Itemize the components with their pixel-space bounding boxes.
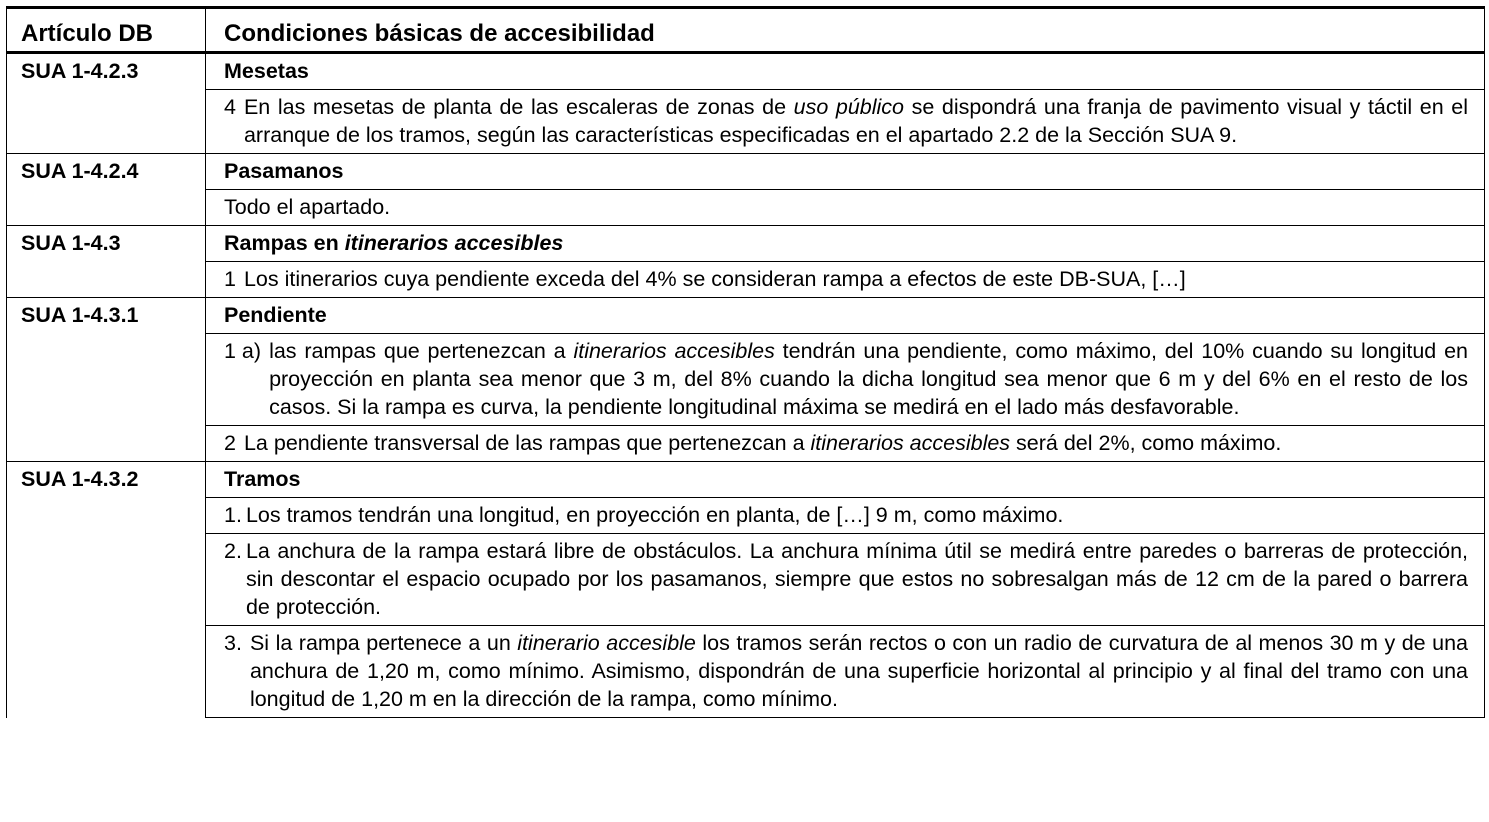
section-row <box>7 53 1485 90</box>
item-number: 1 a) <box>224 339 262 363</box>
list-item <box>224 93 1468 149</box>
section-title <box>206 154 1485 190</box>
section-title <box>206 298 1485 334</box>
item-text-part: Si la rampa pertenece a un <box>249 631 518 655</box>
article-code: SUA 1-4.2.4 <box>7 154 206 226</box>
item-number: 2. <box>224 539 242 563</box>
section-row <box>7 462 1485 498</box>
article-code: SUA 1-4.2.3 <box>7 53 206 154</box>
section-title <box>206 462 1485 498</box>
item-text-italic: itinerario accesible <box>517 631 696 655</box>
item-text-italic: itinerarios accesibles <box>573 339 775 363</box>
section-title-text: Pendiente <box>224 303 327 327</box>
table-row <box>7 626 1485 718</box>
item-text-italic: itinerarios accesibles <box>810 431 1011 455</box>
list-item <box>224 265 1468 293</box>
item-text <box>250 629 1468 713</box>
item-number: 1. <box>224 503 242 527</box>
item-text-part: se dispondrá una franja de pavimento visual y táctil en el arranque de los tramos, según las características especificadas en el apartado 2.2 de la Sección SUA 9. <box>243 95 1468 147</box>
item-text <box>244 93 1468 149</box>
list-item <box>224 337 1468 421</box>
item-text: Todo el apartado. <box>224 195 391 219</box>
section-row <box>7 298 1485 334</box>
section-row <box>7 154 1485 190</box>
table-row <box>7 426 1485 462</box>
item-text: Los itinerarios cuya pendiente exceda del 4% se consideran rampa a efectos de este DB-SUA, […] <box>243 267 1186 291</box>
item-text-part: En las mesetas de planta de las escaleras de zonas de <box>243 95 794 119</box>
section-title-text: Tramos <box>224 467 301 491</box>
section-title-italic: itinerarios accesibles <box>344 231 564 255</box>
item-text <box>269 337 1468 421</box>
table-row <box>7 534 1485 626</box>
table-row <box>7 190 1485 226</box>
list-item <box>224 537 1468 621</box>
article-code: SUA 1-4.3.1 <box>7 298 206 462</box>
item-text-part: será del 2%, como máximo. <box>1010 431 1282 455</box>
table-row <box>7 262 1485 298</box>
table-row <box>7 90 1485 154</box>
header-basic-conditions: Condiciones básicas de accesibilidad <box>206 8 1485 53</box>
section-title-text: Rampas en <box>224 231 345 255</box>
item-text <box>244 429 1468 457</box>
item-number: 3. <box>224 631 242 655</box>
accessibility-conditions-table <box>6 6 1485 718</box>
header-article-db: Artículo DB <box>7 8 206 53</box>
table-row <box>7 498 1485 534</box>
item-text-part: los tramos serán rectos o con un radio de curvatura de al menos 30 m y de una anchura de 1,20 m, como mínimo. Asimismo, dispondrán de una superficie horizontal al principio y al final del tramo con una longitud de 1,20 m en la dirección de la rampa, como mínimo. <box>249 631 1468 711</box>
table-row <box>7 334 1485 426</box>
item-number: 4 <box>224 95 236 119</box>
section-row <box>7 226 1485 262</box>
section-title-text: Mesetas <box>224 59 309 83</box>
list-item <box>224 501 1468 529</box>
item-number: 2 <box>224 431 236 455</box>
table-header-row <box>7 8 1485 53</box>
item-text-part: tendrán una pendiente, como máximo, del 10% cuando su longitud en proyección en planta sea menor que 3 m, del 8% cuando la dicha longitud sea menor que 6 m y del 6% en el resto de los casos. Si la rampa es curva, la pendiente longitudinal máxima se medirá en el lado más desfavorable. <box>269 339 1468 419</box>
item-text: Los tramos tendrán una longitud, en proyección en planta, de […] 9 m, como máximo. <box>245 503 1064 527</box>
section-title <box>206 226 1485 262</box>
section-title-text: Pasamanos <box>224 159 344 183</box>
item-text-part: La pendiente transversal de las rampas que pertenezcan a <box>243 431 811 455</box>
article-code: SUA 1-4.3 <box>7 226 206 298</box>
item-text: La anchura de la rampa estará libre de obstáculos. La anchura mínima útil se medirá entre paredes o barreras de protección, sin descontar el espacio ocupado por los pasamanos, siempre que estos no sobresalgan más de 12 cm de la pared o barrera de protección. <box>245 539 1468 619</box>
item-number: 1 <box>224 267 236 291</box>
section-title <box>206 53 1485 90</box>
accessibility-table-page <box>6 6 1484 718</box>
list-item <box>224 429 1468 457</box>
item-text-part: las rampas que pertenezcan a <box>269 339 574 363</box>
article-code: SUA 1-4.3.2 <box>7 462 206 718</box>
list-item <box>224 629 1468 713</box>
item-text-italic: uso público <box>793 95 905 119</box>
list-item <box>224 193 1468 221</box>
